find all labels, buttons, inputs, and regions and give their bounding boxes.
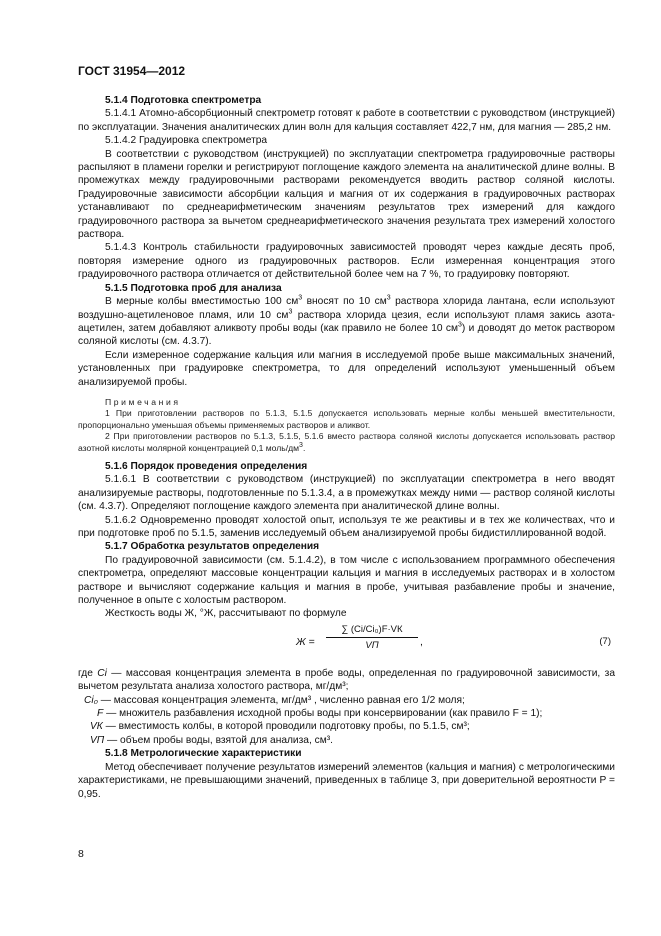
note-1: 1 При приготовлении растворов по 5.1.3, 5.1.5 допускается использовать мерные колбы меньшей вместительности, пропорционально уменьшая объемы применяемых растворов и аликвот. [78, 408, 615, 430]
paragraph-5-1-4-2: В соответствии с руководством (инструкцией) по эксплуатации спектрометра градуировочные растворы распыляют в пламени горелки и регистрируют поглощение каждого элемента на аналитической длине волны. В промежутках между градуировочными растворами рекомендуется вводить раствор соляной кислоты. Градуировочные зависимости абсорбции кальция и магния от их содержания в градуировочных растворах устанавливают по среднеарифметическим значениям результатов трех измерений для каждого градуировочного раствора за вычетом среднеарифметического значения результата трех измерений холостого раствора. [78, 148, 615, 241]
definition-text: — массовая концентрация элемента в пробе воды, определенная по градуировочной зависимости, за вычетом результата анализа холостого раствора, мг/дм³; [78, 667, 615, 693]
section-5-1-5-title: 5.1.5 Подготовка проб для анализа [105, 282, 282, 294]
section-5-1-7-title: 5.1.7 Обработка результатов определения [105, 541, 320, 553]
definition-symbol: Ci₀ [84, 694, 98, 706]
section-5-1-6-title: 5.1.6 Порядок проведения определения [105, 460, 308, 472]
formula-denominator: VП [365, 640, 379, 652]
where-label: где [78, 667, 93, 679]
definition-text: — вместимость колбы, в которой проводили подготовку пробы, по 5.1.5, см³; [102, 721, 470, 733]
paragraph-5-1-7-1: По градуировочной зависимости (см. 5.1.4.2), в том числе с использованием программного обеспечения спектрометра, определяют массовые концентрации кальция и магния в исследуемых растворах и в холостом растворе и вычисляют содержание кальция и магния в пробе, учитывая разбавление пробы и значение, полученное в опыте с холостым раствором. [78, 554, 615, 607]
paragraph-5-1-8: Метод обеспечивает получение результатов измерений элементов (кальция и магния) с метрологическими характеристиками, не превышающими значений, приведенных в таблице 3, при доверительной вероятности P = 0,95. [78, 761, 615, 800]
section-5-1-8-title: 5.1.8 Метрологические характеристики [105, 748, 302, 760]
definition-item [78, 734, 615, 747]
formula-comma: , [420, 635, 423, 648]
hardness-formula [78, 623, 615, 663]
paragraph-5-1-4-1: 5.1.4.1 Атомно-абсорбционный спектрометр готовят к работе в соответствии с руководством (инструкцией) по эксплуатации. Значения аналитических длин волн для кальция составляет 422,7 нм, для магния — 285,2 нм. [78, 108, 615, 133]
subsection-5-1-4-2-title: 5.1.4.2 Градуировка спектрометра [105, 135, 268, 147]
definition-item [78, 707, 615, 720]
document-body [78, 94, 615, 801]
document-header: ГОСТ 31954—2012 [78, 64, 186, 78]
definition-symbol: VП [90, 734, 105, 746]
definition-text: — объем пробы воды, взятой для анализа, см³. [104, 734, 333, 746]
definition-text: — массовая концентрация элемента, мг/дм³ , численно равная его 1/2 моля; [97, 694, 465, 706]
paragraph-5-1-5-2: Если измеренное содержание кальция или магния в исследуемой пробе выше максимальных значений, установленных при градуировке спектрометра, то для определений используют уменьшенный объем анализируемой пробы. [78, 349, 615, 388]
definition-item [78, 694, 615, 707]
definition-item [78, 720, 615, 733]
formula-fraction [326, 623, 418, 653]
definition-symbol: F [97, 708, 104, 720]
paragraph-5-1-5-1: В мерные колбы вместимостью 100 $см^3$ вносят по 10 $см^3$ раствора хлорида лантана, если используют воздушно-ацетиленовое пламя, или 10 $см^3$ раствора хлорида цезия, если используют пламя закись азота-ацетилен, затем добавляют аликвоту пробы воды (как правило не более 10 $см^3$) и доводят до меток раствором соляной кислоты (см. 4.3.7). [78, 294, 616, 348]
notes-heading: Примечания [105, 396, 181, 407]
definition-symbol: VК [90, 721, 103, 733]
section-5-1-4-title: 5.1.4 Подготовка спектрометра [105, 95, 262, 106]
paragraph-5-1-4-3: 5.1.4.3 Контроль стабильности градуировочных зависимостей проводят через каждые десять проб, повторяя измерение одного из градуировочных растворов. Если измеренная концентрация этого градуировочного раствора отличается от действительной более чем на 7 %, то градуировку повторяют. [78, 242, 615, 281]
equation-number: (7) [599, 635, 611, 647]
definition-symbol: Ci [97, 667, 107, 679]
definition-item [78, 667, 615, 694]
paragraph-5-1-7-2: Жесткость воды Ж, °Ж, рассчитывают по формуле [105, 608, 347, 620]
definition-text: — множитель разбавления исходной пробы воды при консервировании (как правило F = 1); [103, 708, 543, 720]
page-number: 8 [78, 848, 84, 860]
definition-list [78, 667, 615, 747]
formula-numerator: ∑ (Ci/Ci₀)F·VК [326, 623, 418, 638]
paragraph-5-1-6-1: 5.1.6.1 В соответствии с руководством (инструкцией) по эксплуатации спектрометра в него вводят анализируемые растворы, подготовленные по 5.1.3.4, а в промежутках между ними — раствор соляной кислоты (см. 4.3.7). Определяют поглощение каждого элемента при аналитической длине волны. [78, 474, 615, 513]
paragraph-5-1-6-2: 5.1.6.2 Одновременно проводят холостой опыт, используя те же реактивы и в тех же количествах, что и при подготовке проб по 5.1.5, заменив исследуемый объем анализируемой пробы бидистиллированной водой. [78, 514, 615, 539]
formula-lhs: Ж = [296, 635, 315, 648]
note-2: 2 При приготовлении растворов по 5.1.3, 5.1.5, 5.1.6 вместо раствора соляной кислоты допускается использовать раствор азотной кислоты молярной концентрацией 0,1 моль/$дм^3$. [78, 431, 615, 453]
